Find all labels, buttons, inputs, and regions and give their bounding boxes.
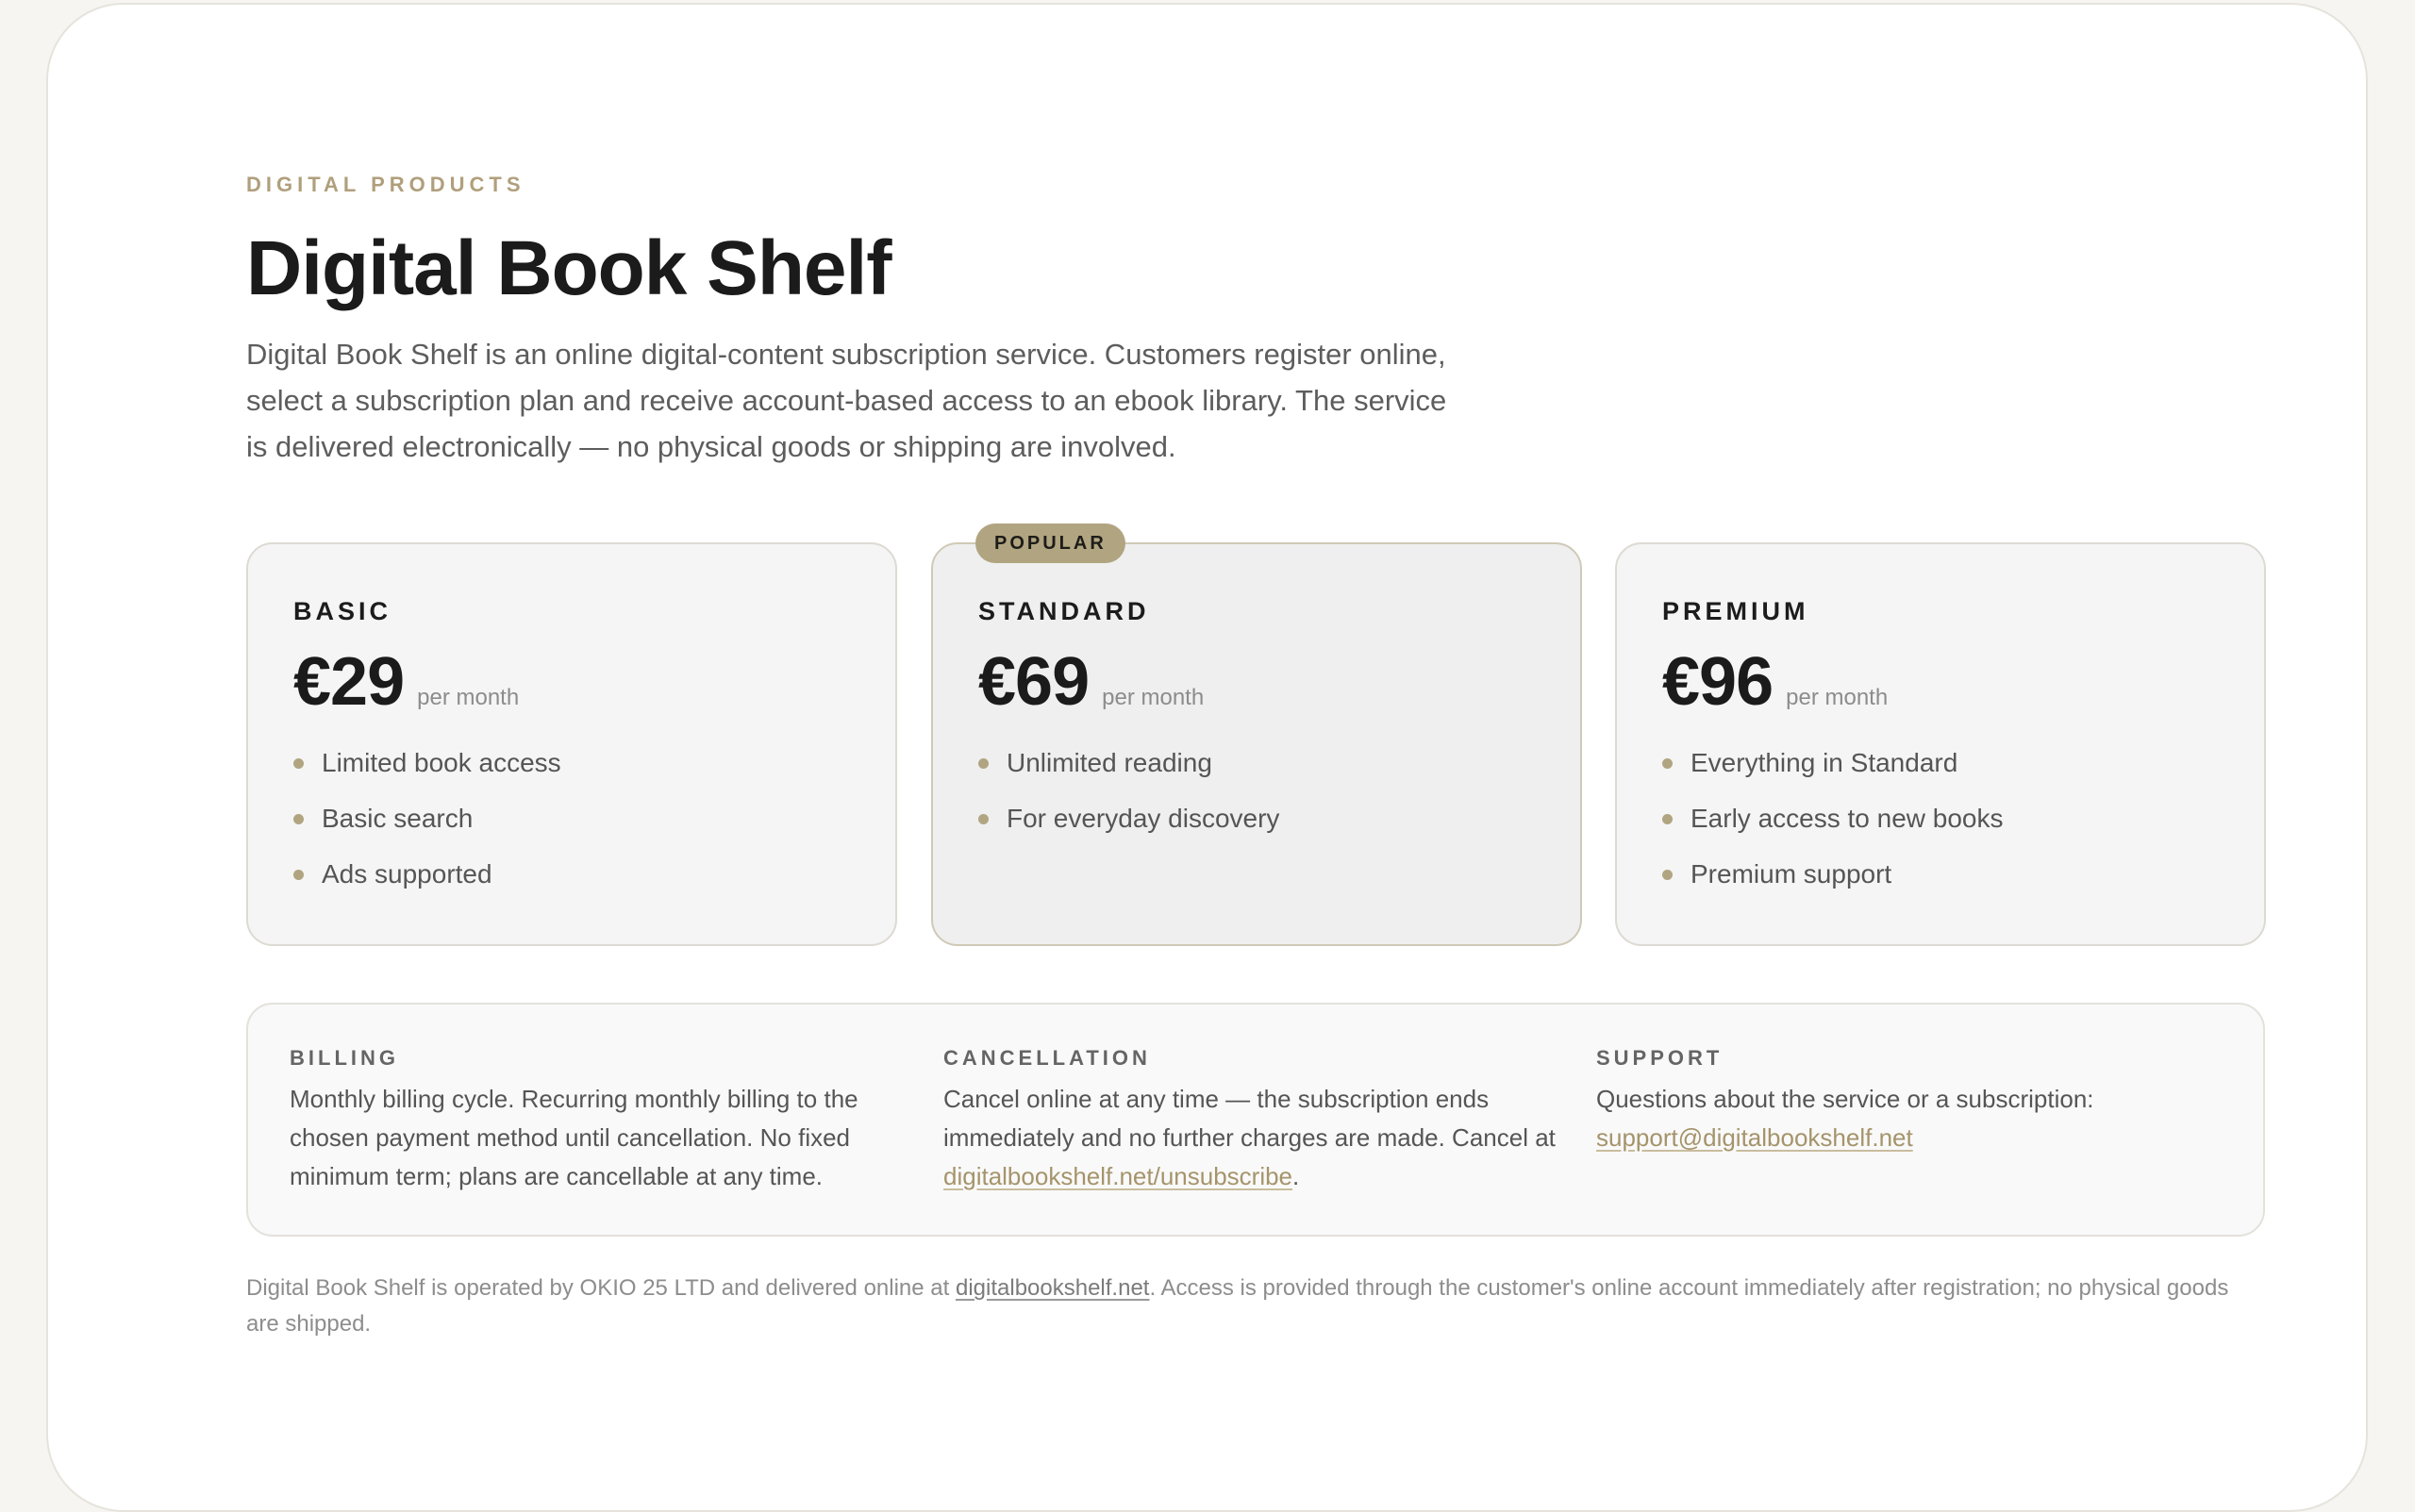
bullet-icon: [293, 814, 304, 824]
plan-card-premium[interactable]: [1615, 542, 2266, 946]
intro-paragraph: Digital Book Shelf is an online digital-content subscription service. Customers register online, select a subscription plan and receive account-based access to an ebook library. The service is delivered electronically — no physical goods or shipping are involved.: [246, 338, 1447, 463]
support-heading: SUPPORT: [1596, 1046, 1724, 1070]
section-eyebrow: DIGITAL PRODUCTS: [246, 173, 525, 196]
feature-item: [978, 802, 1279, 857]
terms-panel: [246, 1003, 2265, 1237]
website-link[interactable]: digitalbookshelf.net: [955, 1275, 1150, 1301]
feature-item: [978, 746, 1279, 802]
feature-list: [978, 746, 1279, 857]
feature-label: Ads supported: [322, 859, 492, 889]
support-text: [1596, 1080, 2209, 1157]
feature-item: [1662, 746, 2004, 802]
cancellation-text-body: Cancel online at any time — the subscription ends immediately and no further charges are made. Cancel at: [943, 1085, 1556, 1152]
bullet-icon: [293, 870, 304, 880]
support-text-body: Questions about the service or a subscription:: [1596, 1085, 2094, 1113]
feature-label: Basic search: [322, 804, 474, 833]
support-email-link[interactable]: support@digitalbookshelf.net: [1596, 1123, 1913, 1152]
plan-price: €69: [978, 644, 1090, 720]
plan-name: PREMIUM: [1662, 597, 1809, 625]
price-row: [293, 637, 519, 727]
footer-note: [246, 1271, 2265, 1342]
feature-item: [1662, 857, 2004, 913]
billing-section: [290, 1046, 903, 1196]
feature-label: Early access to new books: [1690, 804, 2004, 833]
bullet-icon: [978, 814, 989, 824]
feature-item: [293, 857, 561, 913]
feature-item: [1662, 802, 2004, 857]
feature-list: [293, 746, 561, 913]
bullet-icon: [1662, 758, 1673, 769]
cancellation-section: [943, 1046, 1557, 1196]
plan-price: €96: [1662, 644, 1774, 720]
footer-text-start: Digital Book Shelf is operated by OKIO 25 LTD and delivered online at: [246, 1275, 956, 1301]
plan-period: per month: [1786, 685, 1889, 710]
page-title: Digital Book Shelf: [246, 225, 891, 311]
cancellation-heading: CANCELLATION: [943, 1046, 1151, 1070]
price-row: [1662, 637, 1888, 727]
feature-label: For everyday discovery: [1007, 804, 1280, 833]
plan-name: BASIC: [293, 597, 392, 625]
plan-period: per month: [417, 685, 520, 710]
feature-label: Everything in Standard: [1690, 748, 1958, 777]
feature-list: [1662, 746, 2004, 913]
popular-badge: POPULAR: [975, 523, 1125, 563]
feature-label: Premium support: [1690, 859, 1892, 889]
feature-label: Limited book access: [322, 748, 561, 777]
price-row: [978, 637, 1204, 727]
cancellation-text: [943, 1080, 1557, 1196]
bullet-icon: [1662, 814, 1673, 824]
unsubscribe-link[interactable]: digitalbookshelf.net/unsubscribe: [943, 1162, 1293, 1190]
footer-text-end: . Access is provided through the customer's online account immediately after registration; no physical goods are shipped.: [246, 1275, 2229, 1337]
bullet-icon: [978, 758, 989, 769]
plan-period: per month: [1102, 685, 1205, 710]
feature-label: Unlimited reading: [1007, 748, 1212, 777]
bullet-icon: [293, 758, 304, 769]
page-card: [46, 3, 2368, 1512]
feature-item: [293, 802, 561, 857]
plan-card-basic[interactable]: [246, 542, 897, 946]
plan-price: €29: [293, 644, 405, 720]
billing-text: Monthly billing cycle. Recurring monthly billing to the chosen payment method until cancellation. No fixed minimum term; plans are cancellable at any time.: [290, 1085, 858, 1190]
plan-card-standard[interactable]: [931, 533, 1582, 946]
support-section: [1596, 1046, 2209, 1157]
billing-heading: BILLING: [290, 1046, 399, 1070]
plan-name: STANDARD: [978, 597, 1150, 625]
feature-item: [293, 746, 561, 802]
pricing-plans: [246, 533, 2265, 946]
bullet-icon: [1662, 870, 1673, 880]
cancellation-text-end: .: [1292, 1162, 1300, 1190]
